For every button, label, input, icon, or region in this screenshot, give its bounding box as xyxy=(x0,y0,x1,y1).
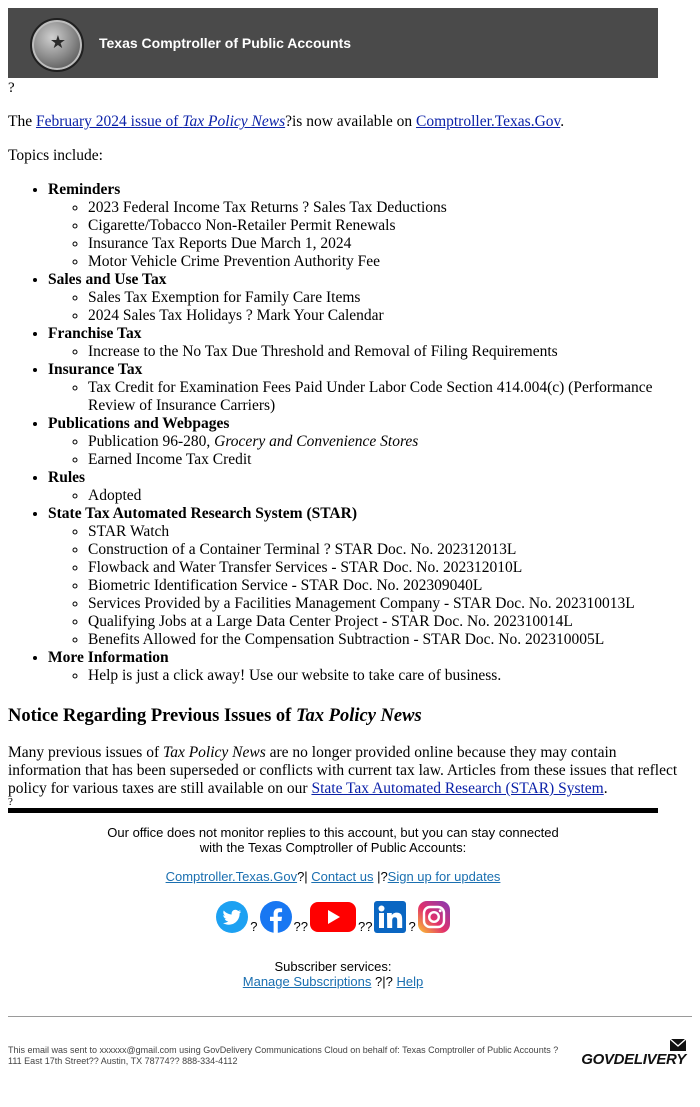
issue-link[interactable] xyxy=(36,113,285,130)
subtopic-item: ◦ Tax Credit for Examination Fees Paid Under Labor Code Section 414.004(c) (Performance Review of Insurance Carriers) xyxy=(88,379,692,415)
subtopic-item: ◦ Adopted xyxy=(88,487,692,505)
topic-item xyxy=(48,361,692,415)
subtopic-list xyxy=(48,379,692,415)
subtopic-item: ◦ Insurance Tax Reports Due March 1, 2024 xyxy=(88,235,692,253)
topic-item xyxy=(48,325,692,361)
topic-title: State Tax Automated Research System (STAR) xyxy=(48,505,357,522)
contact-us-link[interactable]: Contact us xyxy=(311,869,374,884)
linkedin-icon[interactable] xyxy=(373,900,407,934)
intro-paragraph xyxy=(8,113,692,131)
separator: ? xyxy=(250,919,258,934)
subscriber-label: Subscriber services: xyxy=(274,959,392,974)
subtopic-list xyxy=(48,199,692,271)
intro-text-mid: ?is now available on xyxy=(285,113,416,130)
topic-item xyxy=(48,505,692,649)
subtopic-item: ◦ Biometric Identification Service - STAR Doc. No. 202309040L xyxy=(88,577,692,595)
subtopic-list xyxy=(48,433,692,469)
sign-up-link[interactable]: Sign up for updates xyxy=(387,869,501,884)
subtopic-item: ◦ Construction of a Container Terminal ? STAR Doc. No. 202312013L xyxy=(88,541,692,559)
separator: ?|? xyxy=(371,974,397,989)
youtube-icon[interactable] xyxy=(309,900,357,934)
notice-text-end: . xyxy=(603,780,608,797)
topic-item xyxy=(48,469,692,505)
subtopic-item: ◦ Flowback and Water Transfer Services - STAR Doc. No. 202312010L xyxy=(88,559,692,577)
stray-character: ? xyxy=(8,80,15,96)
subtopic-list xyxy=(48,523,692,649)
notice-title: Tax Policy News xyxy=(163,744,266,761)
subscriber-links xyxy=(8,974,658,989)
subtopic-item: ◦ STAR Watch xyxy=(88,523,692,541)
topic-title: More Information xyxy=(48,649,169,666)
topic-item xyxy=(48,271,692,325)
notice-heading-title: Tax Policy News xyxy=(295,706,422,726)
banner-title: Texas Comptroller of Public Accounts xyxy=(99,35,352,51)
footer-divider xyxy=(8,808,658,813)
footer xyxy=(8,825,658,989)
manage-subscriptions-link[interactable]: Manage Subscriptions xyxy=(242,974,372,989)
topic-title: Publications and Webpages xyxy=(48,415,230,432)
topic-item xyxy=(48,415,692,469)
notice-text: Many previous issues of xyxy=(8,744,163,761)
comptroller-site-link[interactable]: Comptroller.Texas.Gov xyxy=(415,113,561,130)
govdelivery-text: GOVDELIVERY xyxy=(581,1051,686,1068)
intro-text-end: . xyxy=(560,113,565,130)
social-icons xyxy=(8,894,658,934)
notice-text-mid: are no longer provided online because they may contain information that has been superseded or conflicts with current tax law. Articles from these issues that reflect policy for various taxes are still available on our xyxy=(8,744,678,797)
separator: ?? xyxy=(358,919,373,934)
govdelivery-logo xyxy=(566,1039,686,1069)
subtopic-item: ◦ Cigarette/Tobacco Non-Retailer Permit Renewals xyxy=(88,217,692,235)
footer-line: Our office does not monitor replies to this account, but you can stay connected xyxy=(107,825,559,840)
star-system-link[interactable]: State Tax Automated Research (STAR) System xyxy=(311,780,604,797)
topic-title: Rules xyxy=(48,469,86,486)
subtopic-item: ◦ Services Provided by a Facilities Management Company - STAR Doc. No. 202310013L xyxy=(88,595,692,613)
topic-title: Reminders xyxy=(48,181,121,198)
topic-title: Insurance Tax xyxy=(48,361,143,378)
topic-title: Sales and Use Tax xyxy=(48,271,167,288)
subtopic-item xyxy=(88,433,692,451)
issue-link-text: February 2024 issue of xyxy=(35,113,183,130)
subtopic-list xyxy=(48,667,692,685)
separator: ?| xyxy=(297,869,312,884)
footer-links xyxy=(8,869,658,884)
instagram-icon[interactable] xyxy=(417,900,451,934)
separator: |? xyxy=(373,869,388,884)
subtopic-item: ◦ 2023 Federal Income Tax Returns ? Sales Tax Deductions xyxy=(88,199,692,217)
topic-item xyxy=(48,649,692,685)
topics-list xyxy=(8,181,692,685)
subtopic-text: Publication 96-280, xyxy=(88,433,215,450)
subtopic-item: ◦ Qualifying Jobs at a Large Data Center Project - STAR Doc. No. 202310014L xyxy=(88,613,692,631)
bottom-section xyxy=(8,1017,692,1067)
texas-comptroller-seal-icon xyxy=(30,18,84,72)
subtopic-item: ◦ 2024 Sales Tax Holidays ? Mark Your Calendar xyxy=(88,307,692,325)
notice-paragraph xyxy=(8,744,692,798)
separator: ?? xyxy=(293,919,308,934)
facebook-icon[interactable] xyxy=(259,900,293,934)
topic-title: Franchise Tax xyxy=(48,325,142,342)
topics-heading: Topics include: xyxy=(8,147,103,164)
separator: ? xyxy=(408,919,416,934)
subtopic-item: ◦ Earned Income Tax Credit xyxy=(88,451,692,469)
comptroller-footer-link[interactable]: Comptroller.Texas.Gov xyxy=(165,869,298,884)
intro-text: The xyxy=(8,113,36,130)
envelope-icon xyxy=(670,1039,686,1051)
subtopic-item: ◦ Increase to the No Tax Due Threshold and Removal of Filing Requirements xyxy=(88,343,692,361)
subtopic-item: ◦ Help is just a click away! Use our website to take care of business. xyxy=(88,667,692,685)
subtopic-item: ◦ Benefits Allowed for the Compensation Subtraction - STAR Doc. No. 202310005L xyxy=(88,631,692,649)
notice-heading xyxy=(8,705,692,727)
topic-item xyxy=(48,181,692,271)
sender-info: This email was sent to xxxxxx@gmail.com using GovDelivery Communications Cloud on behalf of: Texas Comptroller of Public Accounts ? 111 East 17th Street?? Austin, TX 78774?? 888-334-4112 xyxy=(8,1045,559,1066)
help-link[interactable]: Help xyxy=(396,974,424,989)
subtopic-list xyxy=(48,289,692,325)
subtopic-item: ◦ Sales Tax Exemption for Family Care Items xyxy=(88,289,692,307)
issue-link-title: Tax Policy News xyxy=(182,113,286,130)
subtopic-list xyxy=(48,343,692,361)
publication-title: Grocery and Convenience Stores xyxy=(214,433,419,450)
stray-character: ? xyxy=(8,796,13,808)
notice-heading-text: Notice Regarding Previous Issues of xyxy=(8,706,296,726)
subtopic-list xyxy=(48,487,692,505)
star-icon: ★ xyxy=(49,32,67,53)
header-banner xyxy=(8,8,658,78)
subtopic-item: ◦ Motor Vehicle Crime Prevention Authority Fee xyxy=(88,253,692,271)
twitter-icon[interactable] xyxy=(215,900,249,934)
footer-line: with the Texas Comptroller of Public Accounts: xyxy=(199,840,467,855)
